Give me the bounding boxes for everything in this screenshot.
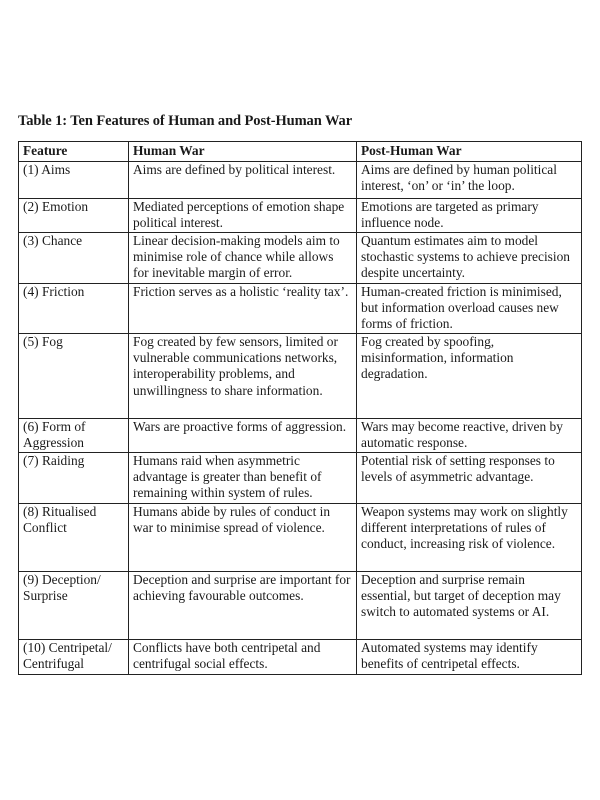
feature-cell: (8) Ritualised Conflict bbox=[19, 504, 129, 572]
feature-cell: (2) Emotion bbox=[19, 199, 129, 233]
table-row bbox=[19, 640, 582, 675]
post-human-war-cell: Emotions are targeted as primary influence node. bbox=[357, 199, 582, 233]
table-row bbox=[19, 233, 582, 284]
column-header-human-war: Human War bbox=[129, 142, 357, 162]
human-war-cell: Deception and surprise are important for achieving favourable outcomes. bbox=[129, 572, 357, 640]
human-war-cell: Conflicts have both centripetal and centrifugal social effects. bbox=[129, 640, 357, 675]
table-row bbox=[19, 419, 582, 453]
table-row bbox=[19, 504, 582, 572]
table-row bbox=[19, 334, 582, 419]
feature-cell: (9) Deception/ Surprise bbox=[19, 572, 129, 640]
human-war-cell: Fog created by few sensors, limited or vulnerable communications networks, interoperability problems, and unwillingness to share information. bbox=[129, 334, 357, 419]
column-header-feature: Feature bbox=[19, 142, 129, 162]
human-war-cell: Linear decision-making models aim to minimise role of chance while allows for inevitable margin of error. bbox=[129, 233, 357, 284]
post-human-war-cell: Aims are defined by human political interest, ‘on’ or ‘in’ the loop. bbox=[357, 162, 582, 199]
post-human-war-cell: Quantum estimates aim to model stochastic systems to achieve precision despite uncertainty. bbox=[357, 233, 582, 284]
human-war-cell: Wars are proactive forms of aggression. bbox=[129, 419, 357, 453]
table-caption: Table 1: Ten Features of Human and Post-Human War bbox=[18, 113, 353, 129]
post-human-war-cell: Fog created by spoofing, misinformation, information degradation. bbox=[357, 334, 582, 419]
post-human-war-cell: Wars may become reactive, driven by automatic response. bbox=[357, 419, 582, 453]
feature-cell: (3) Chance bbox=[19, 233, 129, 284]
human-war-cell: Humans abide by rules of conduct in war to minimise spread of violence. bbox=[129, 504, 357, 572]
table-row bbox=[19, 199, 582, 233]
table-row bbox=[19, 284, 582, 334]
feature-cell: (5) Fog bbox=[19, 334, 129, 419]
table-row bbox=[19, 162, 582, 199]
column-header-post-human-war: Post-Human War bbox=[357, 142, 582, 162]
feature-cell: (7) Raiding bbox=[19, 453, 129, 504]
human-war-cell: Mediated perceptions of emotion shape political interest. bbox=[129, 199, 357, 233]
post-human-war-cell: Deception and surprise remain essential, but target of deception may switch to automated systems or AI. bbox=[357, 572, 582, 640]
feature-cell: (6) Form of Aggression bbox=[19, 419, 129, 453]
human-war-cell: Humans raid when asymmetric advantage is greater than benefit of remaining within system of rules. bbox=[129, 453, 357, 504]
post-human-war-cell: Weapon systems may work on slightly different interpretations of rules of conduct, increasing risk of violence. bbox=[357, 504, 582, 572]
post-human-war-cell: Automated systems may identify benefits of centripetal effects. bbox=[357, 640, 582, 675]
feature-cell: (1) Aims bbox=[19, 162, 129, 199]
table-row bbox=[19, 453, 582, 504]
post-human-war-cell: Human-created friction is minimised, but information overload causes new forms of friction. bbox=[357, 284, 582, 334]
features-table bbox=[18, 141, 582, 675]
human-war-cell: Friction serves as a holistic ‘reality tax’. bbox=[129, 284, 357, 334]
feature-cell: (4) Friction bbox=[19, 284, 129, 334]
table-header-row bbox=[19, 142, 582, 162]
post-human-war-cell: Potential risk of setting responses to levels of asymmetric advantage. bbox=[357, 453, 582, 504]
table-row bbox=[19, 572, 582, 640]
human-war-cell: Aims are defined by political interest. bbox=[129, 162, 357, 199]
feature-cell: (10) Centripetal/ Centrifugal bbox=[19, 640, 129, 675]
